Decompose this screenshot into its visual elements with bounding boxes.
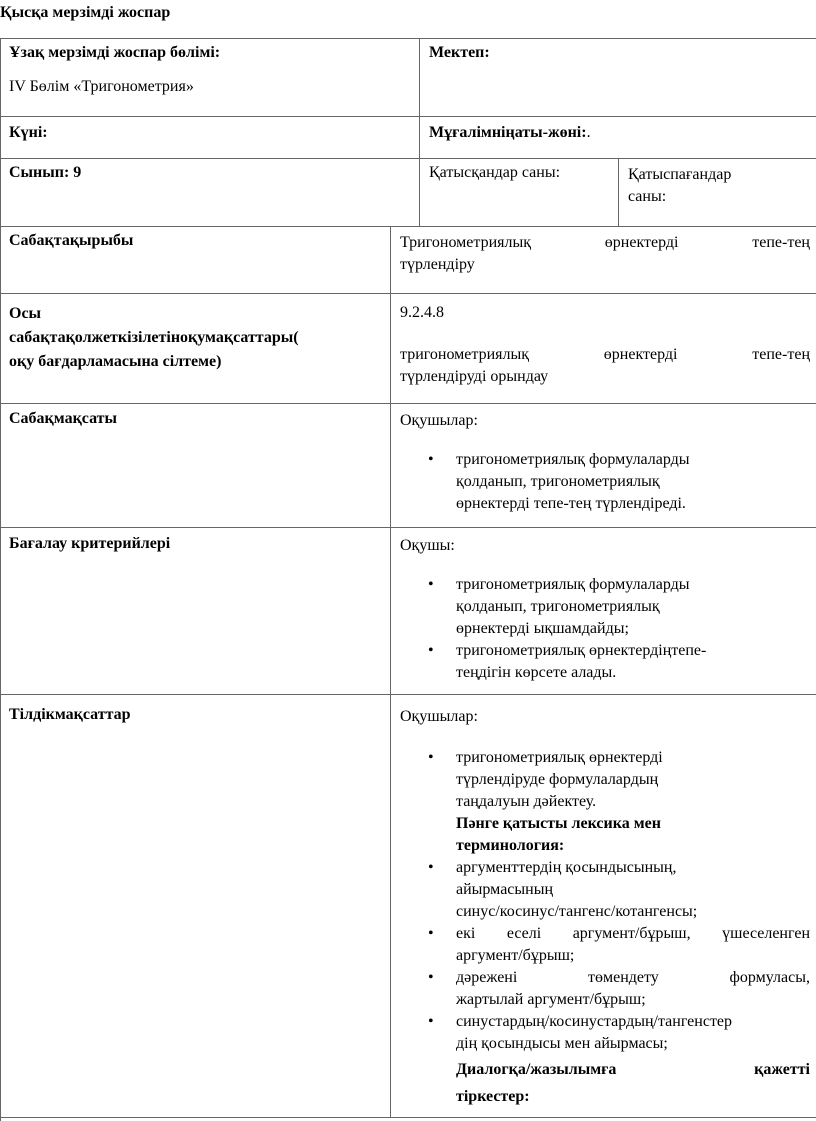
date-cell xyxy=(9,124,409,142)
language-value-cell xyxy=(400,706,810,1109)
teacher-cell xyxy=(429,124,809,142)
bullet-icon: • xyxy=(428,749,434,766)
list-item xyxy=(400,640,810,684)
absent-label-line1: Қатыспағандар xyxy=(628,166,732,183)
table-border xyxy=(0,1117,816,1118)
language-label-cell xyxy=(9,706,384,724)
topic-value-line2: түрлендіру xyxy=(400,256,475,273)
topic-value-line1: Тригонометриялық өрнектерді тепе-тең xyxy=(400,234,810,251)
objectives-label-line2: сабақтақолжеткізілетіноқумақсаттары( xyxy=(9,329,299,346)
teacher-value: . xyxy=(586,124,591,141)
bullet-line: теңдігін көрсете алады. xyxy=(456,664,617,681)
bullet-line: аргумент/бұрыш; xyxy=(456,947,575,964)
topic-value-cell xyxy=(400,232,810,276)
topic-label-cell xyxy=(9,232,384,250)
bullet-icon: • xyxy=(428,1013,434,1030)
table-border xyxy=(0,226,816,227)
objectives-label-cell xyxy=(9,302,387,374)
teacher-label: Мұғалімніңаты-жөні: xyxy=(429,124,587,141)
bullet-line: жартылай аргумент/бұрыш; xyxy=(456,991,646,1008)
bullet-line: қолданып, тригонометриялық xyxy=(456,598,660,615)
bullet-line: өрнектерді тепе-тең түрлендіреді. xyxy=(456,495,686,512)
page-title: Қысқа мерзімді жоспар xyxy=(0,4,171,21)
table-border xyxy=(0,694,816,695)
dialog-heading-line1: Диалогқа/жазылымға қажетті xyxy=(456,1061,810,1078)
class-cell xyxy=(9,164,409,182)
criteria-intro: Оқушы: xyxy=(400,537,455,554)
table-border xyxy=(0,38,816,39)
table-border xyxy=(390,226,391,1117)
objectives-value-cell xyxy=(400,302,810,388)
lesson-goals-value-cell xyxy=(400,410,810,515)
list-item xyxy=(400,923,810,967)
bullet-icon: • xyxy=(428,925,434,942)
bullet-line: тригонометриялық өрнектерді xyxy=(456,749,663,766)
bullet-line: тригонометриялық өрнектердіңтепе- xyxy=(456,642,707,659)
table-border xyxy=(0,527,816,528)
language-intro: Оқушылар: xyxy=(400,708,478,725)
table-border xyxy=(618,158,619,226)
table-border xyxy=(0,158,816,159)
criteria-list xyxy=(400,574,810,684)
bullet-icon: • xyxy=(428,859,434,876)
table-border xyxy=(419,38,420,226)
bullet-line: аргументтердің қосындысының, xyxy=(456,859,677,876)
topic-label: Сабақтақырыбы xyxy=(9,232,134,249)
bullet-line: екі еселі аргумент/бұрыш, үшеселенген xyxy=(456,925,810,942)
table-border xyxy=(0,116,816,117)
list-item xyxy=(400,967,810,1011)
table-border xyxy=(0,403,816,404)
present-cell xyxy=(429,164,614,182)
criteria-label-cell xyxy=(9,535,384,553)
vocab-heading-line1: Пәнге қатысты лексика мен xyxy=(456,815,661,832)
bullet-line: дәрежені төмендету формуласы, xyxy=(456,969,810,986)
criteria-value-cell xyxy=(400,535,810,684)
lesson-goals-intro: Оқушылар: xyxy=(400,412,478,429)
absent-label-line2: саны: xyxy=(628,188,667,205)
objectives-label-line3: оқу бағдарламасына сілтеме) xyxy=(9,353,222,370)
criteria-label: Бағалау критерийлері xyxy=(9,535,171,552)
class-label: Сынып: 9 xyxy=(9,164,82,181)
long-term-plan-label: Ұзақ мерзімді жоспар бөлімі: xyxy=(9,44,221,61)
bullet-line: дің қосындысы мен айырмасы; xyxy=(456,1035,668,1052)
lesson-goals-list xyxy=(400,449,810,515)
long-term-plan-value: IV Бөлім «Тригонометрия» xyxy=(9,78,194,95)
bullet-icon: • xyxy=(428,642,434,659)
bullet-line: тригонометриялық формулаларды xyxy=(456,576,690,593)
present-label: Қатысқандар саны: xyxy=(429,164,561,181)
language-label: Тілдікмақсаттар xyxy=(9,706,131,723)
long-term-plan-cell xyxy=(9,44,409,96)
table-border xyxy=(0,38,1,1121)
objectives-text-line2: түрлендіруді орындау xyxy=(400,368,549,385)
list-item xyxy=(400,1011,810,1109)
objectives-label-line1: Осы xyxy=(9,305,42,322)
bullet-line: тригонометриялық формулаларды xyxy=(456,451,690,468)
vocab-heading-line2: терминология: xyxy=(456,837,565,854)
absent-cell xyxy=(628,164,813,208)
bullet-icon: • xyxy=(428,576,434,593)
table-border xyxy=(0,293,816,294)
language-list xyxy=(400,747,810,1109)
bullet-line: синус/косинус/тангенс/котангенсы; xyxy=(456,903,698,920)
bullet-icon: • xyxy=(428,451,434,468)
list-item xyxy=(400,449,810,515)
bullet-line: өрнектерді ықшамдайды; xyxy=(456,620,629,637)
objectives-text-line1: тригонометриялық өрнектерді тепе-тең xyxy=(400,346,810,363)
bullet-line: таңдалуын дәйектеу. xyxy=(456,793,597,810)
bullet-line: қолданып, тригонометриялық xyxy=(456,473,660,490)
dialog-heading-line2: тіркестер: xyxy=(456,1088,530,1105)
bullet-icon: • xyxy=(428,969,434,986)
lesson-goals-label-cell xyxy=(9,410,384,428)
list-item xyxy=(400,574,810,640)
list-item xyxy=(400,747,810,857)
school-cell xyxy=(429,44,809,62)
bullet-line: түрлендіруде формулалардың xyxy=(456,771,659,788)
school-label: Мектеп: xyxy=(429,44,490,61)
objectives-code: 9.2.4.8 xyxy=(400,304,444,321)
lesson-goals-label: Сабақмақсаты xyxy=(9,410,118,427)
bullet-line: синустардың/косинустардың/тангенстер xyxy=(456,1013,733,1030)
date-label: Күні: xyxy=(9,124,48,141)
bullet-line: айырмасының xyxy=(456,881,554,898)
list-item xyxy=(400,857,810,923)
